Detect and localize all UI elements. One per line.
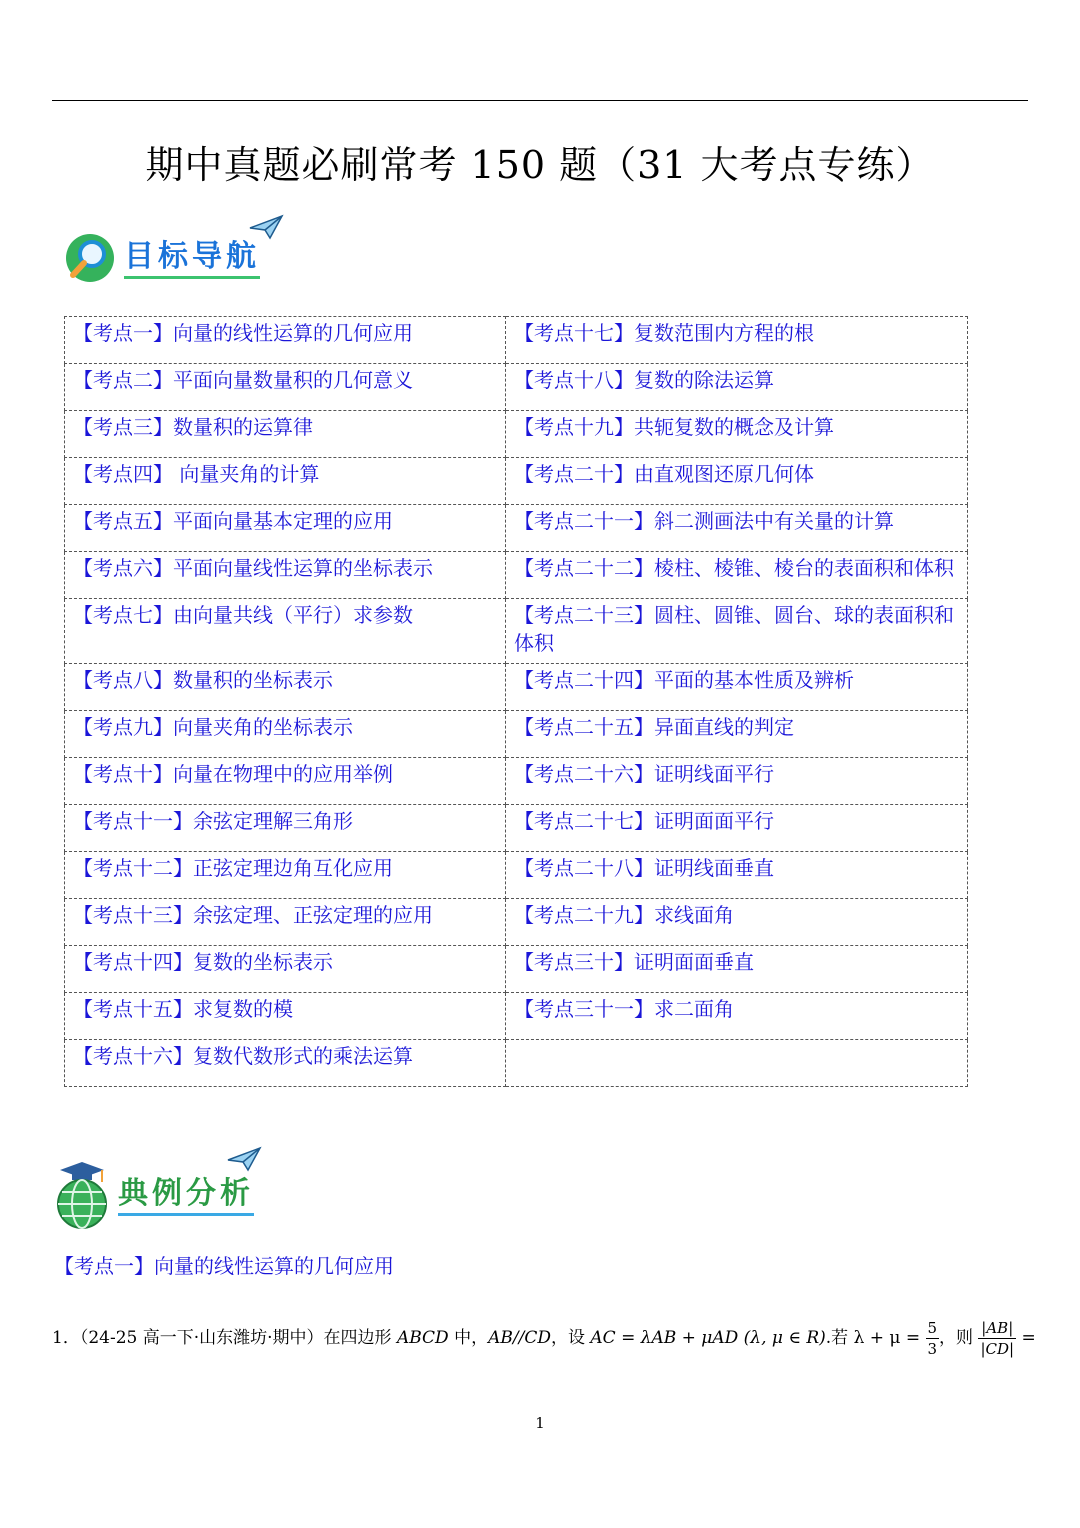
problem-statement <box>52 1318 1042 1359</box>
topic-row <box>65 899 968 946</box>
topic-item-right: 【考点二十七】证明面面平行 <box>506 805 968 852</box>
topic-table <box>64 316 968 1087</box>
topic-item-right: 【考点十八】复数的除法运算 <box>506 364 968 411</box>
fraction-numerator: 5 <box>927 1319 938 1337</box>
topic-item-right: 【考点二十二】棱柱、棱锥、棱台的表面积和体积 <box>506 552 968 599</box>
topic-item-right: 【考点二十】由直观图还原几何体 <box>506 458 968 505</box>
topic-item-left: 【考点十一】余弦定理解三角形 <box>65 805 506 852</box>
topic-row <box>65 552 968 599</box>
header-rule <box>52 100 1028 101</box>
topic-item-left: 【考点一】向量的线性运算的几何应用 <box>65 317 506 364</box>
topic-row <box>65 411 968 458</box>
topic-item-left: 【考点十五】求复数的模 <box>65 993 506 1040</box>
page-title: 期中真题必刷常考 150 题（31 大考点专练） <box>145 143 935 187</box>
topic-item-left: 【考点九】向量夹角的坐标表示 <box>65 711 506 758</box>
problem-source: （24-25 高一下·山东潍坊·期中） <box>79 1328 324 1348</box>
topic-row <box>65 1040 968 1087</box>
topic-item-left: 【考点十二】正弦定理边角互化应用 <box>65 852 506 899</box>
target-navigation-header <box>64 232 260 284</box>
topic-row <box>65 317 968 364</box>
topic-item-right: 【考点二十八】证明线面垂直 <box>506 852 968 899</box>
vector-formula: AC = λAB + μAD (λ, μ ∈ R) <box>590 1328 826 1348</box>
fraction <box>926 1318 940 1359</box>
topic-heading: 【考点一】向量的线性运算的几何应用 <box>54 1254 394 1278</box>
topic-item-right: 【考点二十六】证明线面平行 <box>506 758 968 805</box>
paper-plane-icon <box>226 1146 262 1172</box>
topic-item-left: 【考点十三】余弦定理、正弦定理的应用 <box>65 899 506 946</box>
example-analysis-header <box>54 1160 254 1230</box>
topic-item-right: 【考点二十一】斜二测画法中有关量的计算 <box>506 505 968 552</box>
topic-row <box>65 758 968 805</box>
problem-number: 1． <box>52 1328 80 1348</box>
topic-row <box>65 946 968 993</box>
topic-item-right: 【考点二十四】平面的基本性质及辨析 <box>506 664 968 711</box>
topic-item-left: 【考点十四】复数的坐标表示 <box>65 946 506 993</box>
fraction-denominator: 3 <box>927 1340 938 1358</box>
topic-row <box>65 458 968 505</box>
topic-row <box>65 599 968 664</box>
topic-item-right: 【考点十七】复数范围内方程的根 <box>506 317 968 364</box>
topic-row <box>65 852 968 899</box>
topic-item-right: 【考点二十五】异面直线的判定 <box>506 711 968 758</box>
globe-graduation-icon <box>54 1160 110 1230</box>
target-navigation-label: 目标导航 <box>124 238 260 279</box>
topic-item-left: 【考点十】向量在物理中的应用举例 <box>65 758 506 805</box>
magnifier-icon <box>64 232 116 284</box>
topic-row <box>65 805 968 852</box>
quadrilateral-name: ABCD <box>396 1328 449 1348</box>
problem-text: ，设 <box>550 1328 591 1348</box>
paper-plane-icon <box>248 214 284 240</box>
topic-item-right: 【考点二十三】圆柱、圆锥、圆台、球的表面积和体积 <box>506 599 968 664</box>
example-analysis-label: 典例分析 <box>118 1175 254 1216</box>
ratio-denominator: |CD| <box>980 1340 1015 1358</box>
topic-item-right: 【考点十九】共轭复数的概念及计算 <box>506 411 968 458</box>
problem-text: .若 λ + μ = <box>825 1328 926 1348</box>
topic-item-left: 【考点六】平面向量线性运算的坐标表示 <box>65 552 506 599</box>
problem-text: 在四边形 <box>323 1328 397 1348</box>
topic-item-right <box>506 1040 968 1087</box>
topic-item-left: 【考点七】由向量共线（平行）求参数 <box>65 599 506 664</box>
topic-row <box>65 664 968 711</box>
topic-item-right: 【考点三十一】求二面角 <box>506 993 968 1040</box>
problem-text: = <box>1016 1328 1036 1348</box>
problem-text: ，则 <box>939 1328 979 1348</box>
parallel-relation: AB//CD <box>488 1328 551 1348</box>
topic-row <box>65 364 968 411</box>
topic-item-right: 【考点二十九】求线面角 <box>506 899 968 946</box>
topic-item-left: 【考点八】数量积的坐标表示 <box>65 664 506 711</box>
ratio-numerator: |AB| <box>978 1318 1016 1339</box>
topic-item-left: 【考点五】平面向量基本定理的应用 <box>65 505 506 552</box>
topic-item-left: 【考点三】数量积的运算律 <box>65 411 506 458</box>
topic-item-left: 【考点十六】复数代数形式的乘法运算 <box>65 1040 506 1087</box>
problem-text: 中， <box>448 1328 489 1348</box>
topic-item-left: 【考点四】 向量夹角的计算 <box>65 458 506 505</box>
topic-item-left: 【考点二】平面向量数量积的几何意义 <box>65 364 506 411</box>
page-number: 1 <box>535 1414 545 1432</box>
topic-row <box>65 505 968 552</box>
topic-row <box>65 993 968 1040</box>
topic-row <box>65 711 968 758</box>
topic-item-right: 【考点三十】证明面面垂直 <box>506 946 968 993</box>
ratio-fraction <box>978 1318 1016 1359</box>
